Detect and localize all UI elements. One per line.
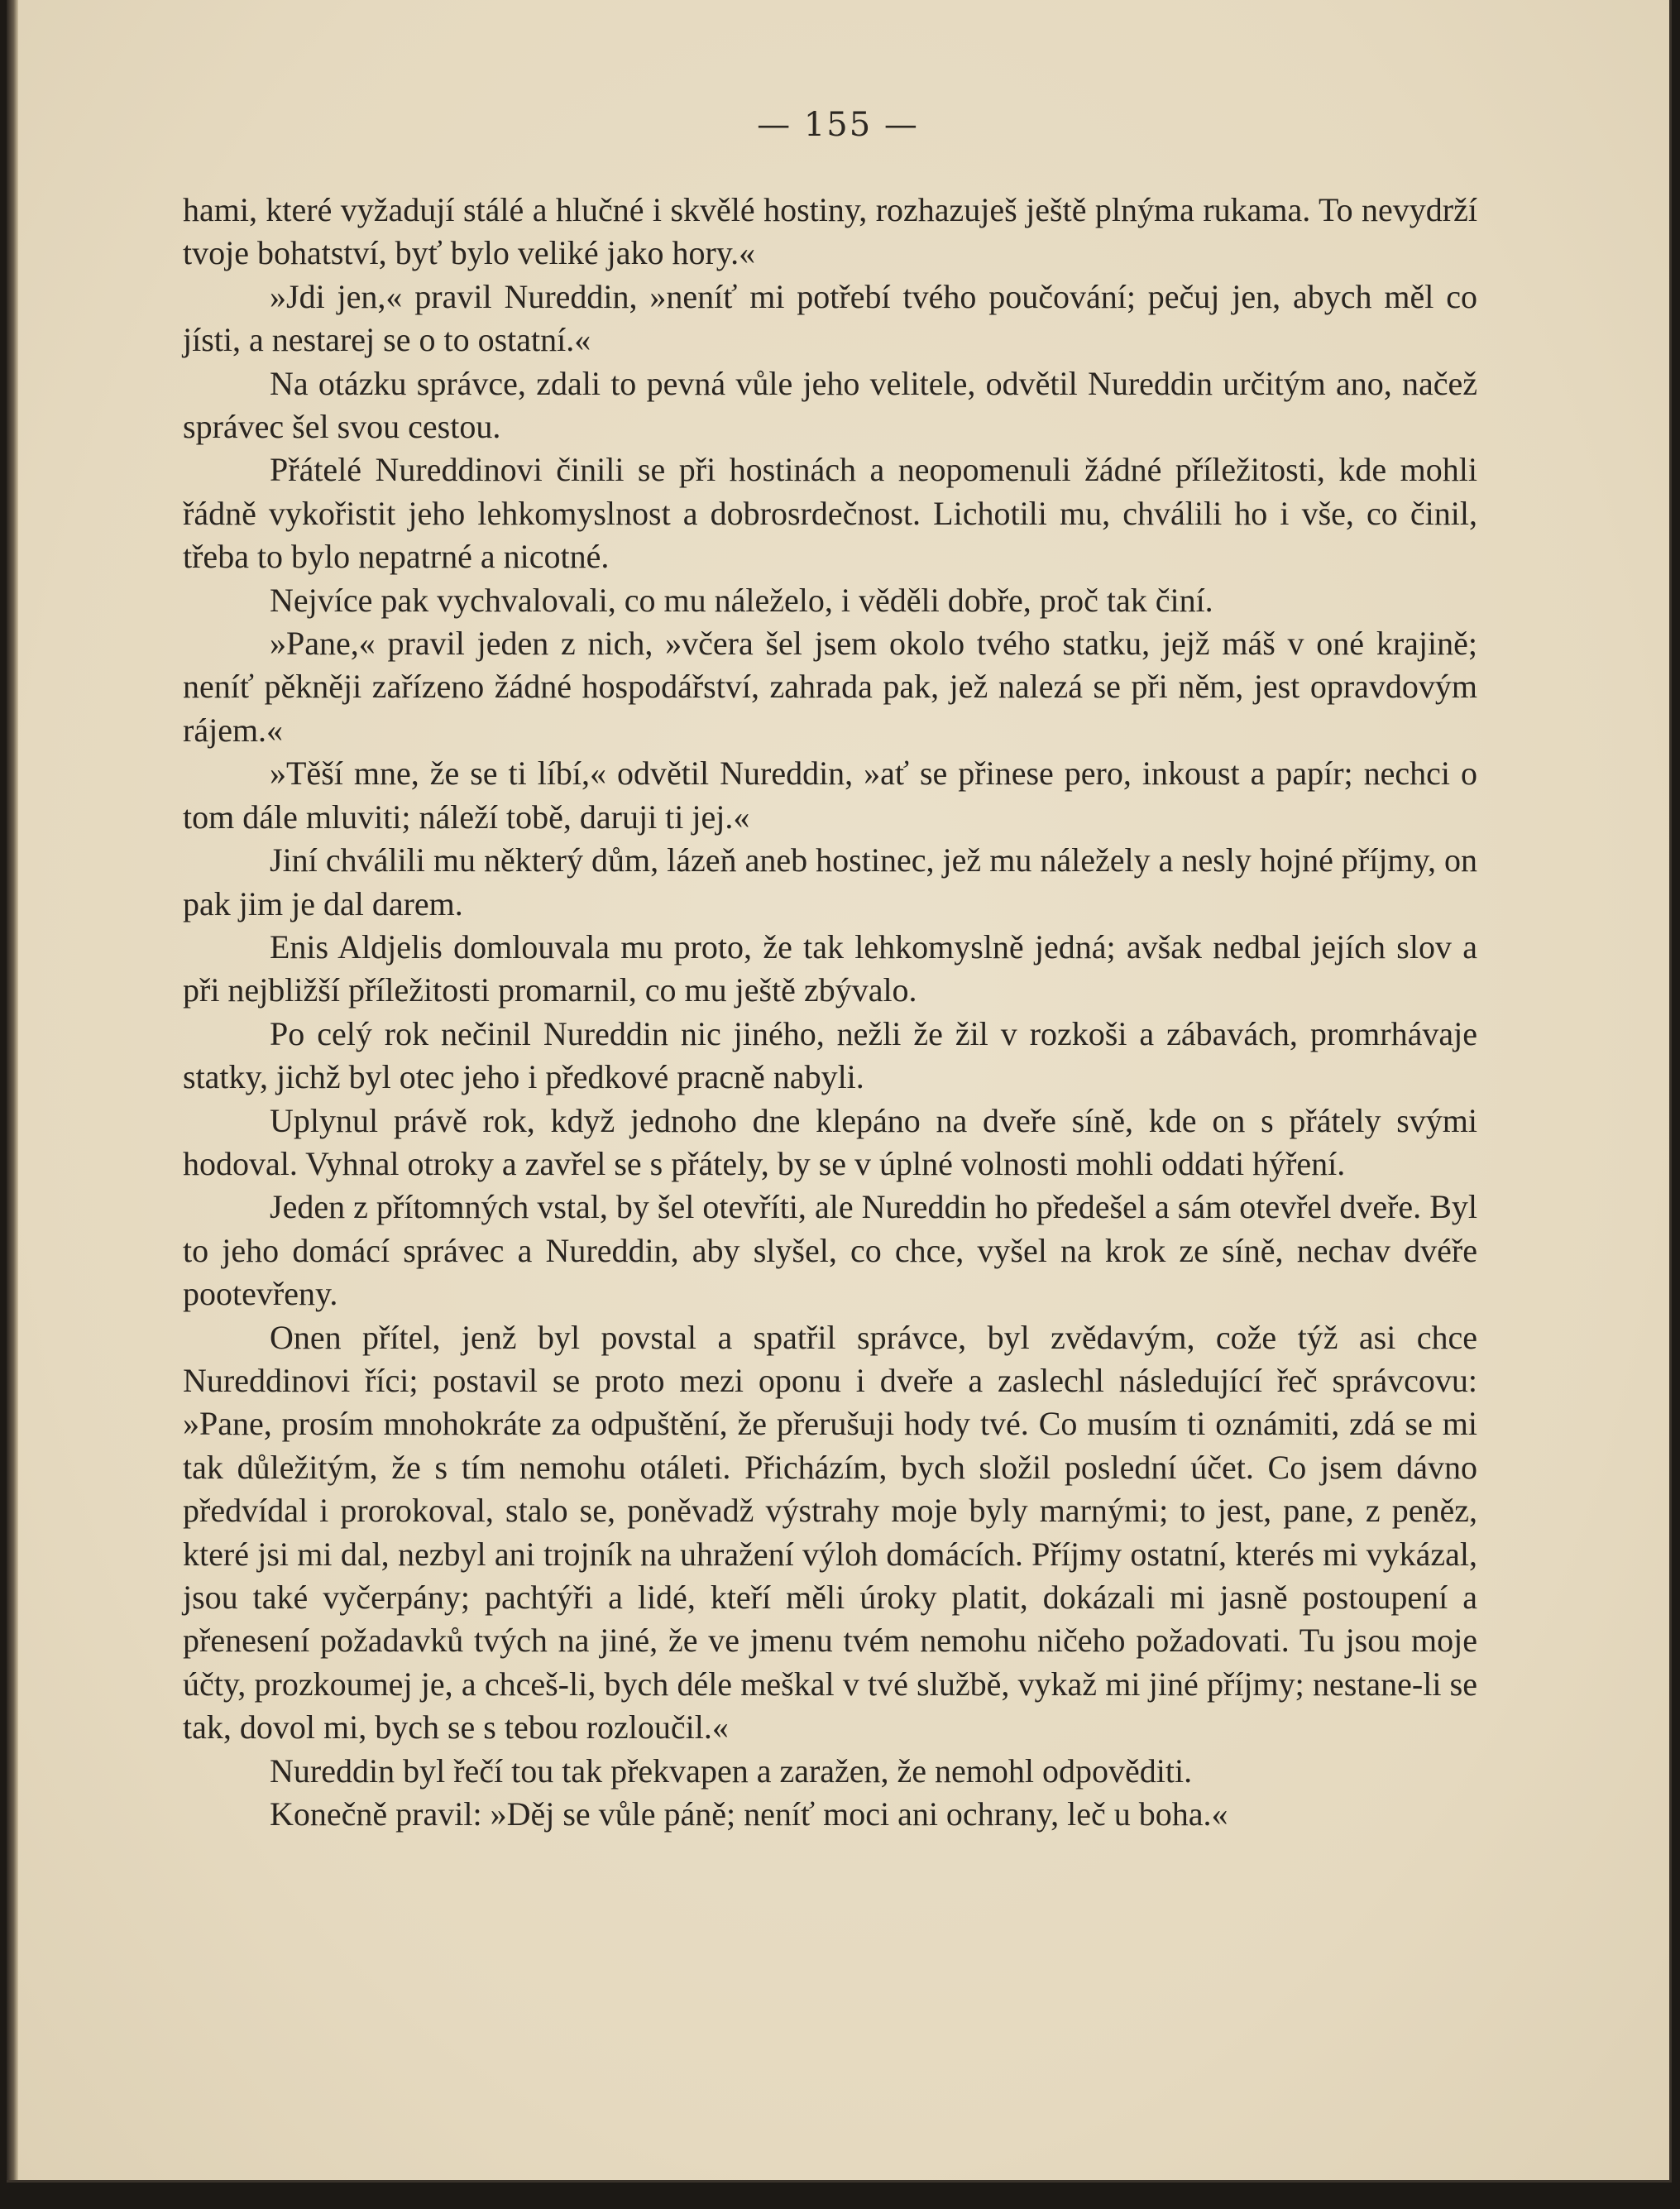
paragraph: Na otázku správce, zdali to pevná vůle jeho velitele, odvětil Nureddin určitým ano, načež správec šel svou cestou. xyxy=(183,364,1477,446)
paragraph: hami, které vyžadují stálé a hlučné i skvělé hostiny, rozhazuješ ještě plnýma rukama. To nevydrží tvoje bohatství, byť bylo veliké jako hory.« xyxy=(183,191,1477,272)
paragraph: »Jdi jen,« pravil Nureddin, »neníť mi potřebí tvého poučování; pečuj jen, abych měl co jísti, a nestarej se o to ostatní.« xyxy=(183,277,1477,359)
paragraph: »Pane,« pravil jeden z nich, »včera šel jsem okolo tvého statku, jejž máš v oné krajině; neníť pěkněji zařízeno žádné hospodářství, zahrada pak, jež nalezá se při něm, jest opravdovým rájem.« xyxy=(183,625,1477,749)
paragraph: Uplynul právě rok, když jednoho dne klepáno na dveře síně, kde on s přátely svými hodoval. Vyhnal otroky a zavřel se s přátely, by se v úplné volnosti mohli oddati hýření. xyxy=(183,1101,1477,1182)
paragraph: Nureddin byl řečí tou tak překvapen a zaražen, že nemohl odpověditi. xyxy=(270,1751,1193,1790)
paragraph: »Těší mne, že se ti líbí,« odvětil Nureddin, »ať se přinese pero, inkoust a papír; nechci o tom dále mluviti; náleží tobě, daruji ti jej.« xyxy=(183,755,1477,836)
page-number: — 155 — xyxy=(757,106,919,144)
book-page xyxy=(7,0,1672,2183)
paragraph: Konečně pravil: »Děj se vůle páně; neníť moci ani ochrany, leč u boha.« xyxy=(270,1795,1228,1833)
paragraph: Jiní chválili mu některý dům, lázeň aneb hostinec, jež mu náležely a nesly hojné příjmy, on pak jim je dal darem. xyxy=(183,841,1477,922)
paragraph: Po celý rok nečinil Nureddin nic jiného, nežli že žil v rozkoši a zábavách, promrhávaje statky, jichž byl otec jeho i předkové pracně nabyli. xyxy=(183,1014,1477,1096)
book-spine-edge xyxy=(7,0,18,2180)
paragraph: Nejvíce pak vychvalovali, co mu náleželo, i věděli dobře, proč tak činí. xyxy=(270,581,1213,619)
paragraph: Přátelé Nureddinovi činili se při hostinách a neopomenuli žádné příležitosti, kde mohli řádně vykořistit jeho lehkomyslnost a dobrosrdečnost. Lichotili mu, chválili ho i vše, co činil, třeba to bylo nepatrné a nicotné. xyxy=(183,451,1477,576)
paragraph: Enis Aldjelis domlouvala mu proto, že tak lehkomyslně jedná; avšak nedbal jejích slov a při nejbližší příležitosti promarnil, co mu ještě zbývalo. xyxy=(183,927,1477,1009)
paragraph: Onen přítel, jenž byl povstal a spatřil správce, byl zvědavým, cože týž asi chce Nureddinovi říci; postavil se proto mezi oponu i dveře a zaslechl následující řeč správcovu: »Pane, prosím mnohokráte za odpuštění, že přerušuji hody tvé. Co musím ti oznámiti, zdá se mi tak důležitým, že s tím nemohu otáleti. Přicházím, bych složil poslední účet. Co jsem dávno předvídal i prorokoval, stalo se, poněvadž výstrahy moje byly marnými; to jest, pane, z peněz, které jsi mi dal, nezbyl ani trojník na uhražení výloh domácích. Příjmy ostatní, kterés mi vykázal, jsou také vyčerpány; pachtýři a lidé, kteří měli úroky platit, dokázali mi jasně postoupení a přenesení požadavků tvých na jiné, že ve jmenu tvém nemohu ničeho požadovati. Tu jsou moje účty, prozkoumej je, a chceš-li, bych déle meškal v tvé službě, vykaž mi jiné příjmy; nestane-li se tak, dovol mi, bych se s tebou rozloučil.« xyxy=(183,1318,1477,1747)
body-text xyxy=(183,189,1477,1836)
paragraph: Jeden z přítomných vstal, by šel otevříti, ale Nureddin ho předešel a sám otevřel dveře. Byl to jeho domácí správec a Nureddin, aby slyšel, co chce, vyšel na krok ze síně, nechav dvéře pootevřeny. xyxy=(183,1188,1477,1313)
